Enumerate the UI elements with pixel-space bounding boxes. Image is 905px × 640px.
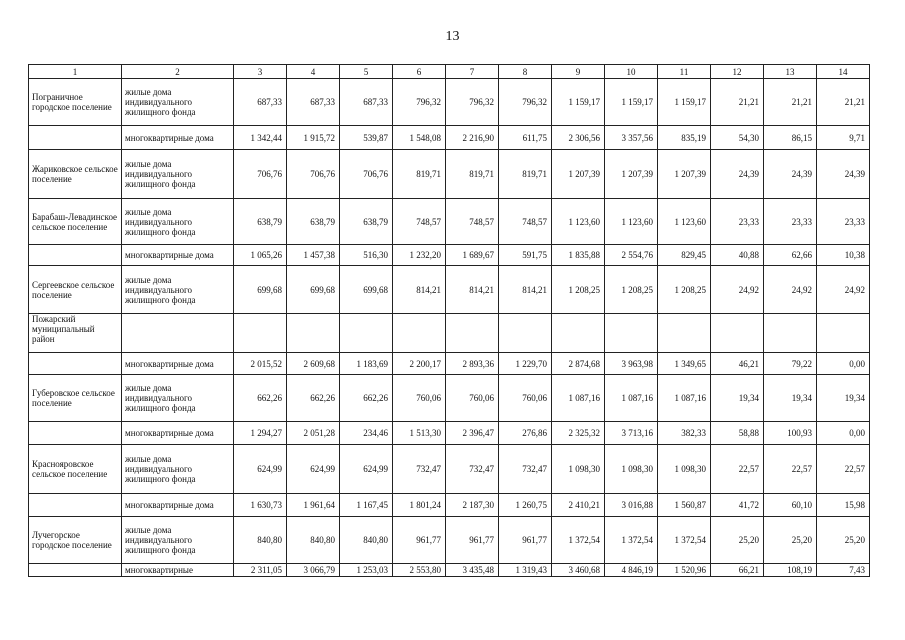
value-cell [234,314,287,353]
table-row [29,199,870,245]
table-row [29,79,870,126]
value-cell: 687,33 [340,79,393,126]
value-cell: 1 342,44 [234,126,287,150]
value-cell: 1 208,25 [552,266,605,314]
value-cell: 1 098,30 [552,445,605,494]
column-number-row [29,65,870,79]
value-cell: 1 167,45 [340,494,393,517]
value-cell: 1 372,54 [658,517,711,564]
value-cell: 2 051,28 [287,422,340,445]
value-cell: 662,26 [287,375,340,422]
value-cell: 706,76 [287,150,340,199]
settlement-cell: Жариковское сельское поселение [29,150,122,199]
value-cell: 22,57 [711,445,764,494]
value-cell: 79,22 [764,353,817,375]
value-cell: 21,21 [817,79,870,126]
value-cell: 760,06 [499,375,552,422]
value-cell [658,314,711,353]
value-cell: 662,26 [234,375,287,422]
value-cell: 10,38 [817,245,870,266]
value-cell: 814,21 [499,266,552,314]
value-cell: 706,76 [340,150,393,199]
value-cell: 1 207,39 [552,150,605,199]
housing-type-cell: жилые дома индивидуального жилищного фонда [122,375,234,422]
value-cell: 1 208,25 [658,266,711,314]
value-cell: 9,71 [817,126,870,150]
value-cell: 2 311,05 [234,564,287,577]
value-cell: 840,80 [234,517,287,564]
column-number: 13 [764,65,817,79]
value-cell: 624,99 [287,445,340,494]
value-cell: 86,15 [764,126,817,150]
table-row [29,445,870,494]
value-cell: 638,79 [340,199,393,245]
value-cell: 1 801,24 [393,494,446,517]
value-cell: 24,92 [764,266,817,314]
value-cell: 3 435,48 [446,564,499,577]
value-cell: 1 087,16 [552,375,605,422]
value-cell: 687,33 [287,79,340,126]
value-cell [711,314,764,353]
value-cell: 58,88 [711,422,764,445]
housing-type-cell: жилые дома индивидуального жилищного фонда [122,199,234,245]
value-cell: 1 159,17 [552,79,605,126]
value-cell: 748,57 [446,199,499,245]
value-cell [817,314,870,353]
column-number: 9 [552,65,605,79]
value-cell: 24,92 [817,266,870,314]
value-cell: 819,71 [393,150,446,199]
column-number: 5 [340,65,393,79]
value-cell: 1 835,88 [552,245,605,266]
value-cell: 24,39 [817,150,870,199]
value-cell: 1 961,64 [287,494,340,517]
value-cell: 60,10 [764,494,817,517]
value-cell: 1 294,27 [234,422,287,445]
table-row [29,375,870,422]
value-cell: 276,86 [499,422,552,445]
value-cell: 19,34 [711,375,764,422]
value-cell [287,314,340,353]
value-cell: 0,00 [817,422,870,445]
value-cell: 1 123,60 [552,199,605,245]
value-cell: 1 253,03 [340,564,393,577]
settlement-cell: Барабаш-Левадинское сельское поселение [29,199,122,245]
value-cell: 7,43 [817,564,870,577]
value-cell: 2 410,21 [552,494,605,517]
value-cell: 3 357,56 [605,126,658,150]
column-number: 2 [122,65,234,79]
value-cell: 611,75 [499,126,552,150]
table-row [29,314,870,353]
value-cell: 732,47 [393,445,446,494]
value-cell: 1 087,16 [658,375,711,422]
table-row [29,266,870,314]
value-cell: 46,21 [711,353,764,375]
value-cell [552,314,605,353]
value-cell: 1 123,60 [605,199,658,245]
value-cell: 699,68 [234,266,287,314]
settlement-cell: Лучегорское городское поселение [29,517,122,564]
value-cell: 732,47 [499,445,552,494]
value-cell [393,314,446,353]
value-cell: 23,33 [817,199,870,245]
value-cell: 840,80 [340,517,393,564]
column-number: 6 [393,65,446,79]
value-cell: 66,21 [711,564,764,577]
value-cell: 2 306,56 [552,126,605,150]
value-cell: 706,76 [234,150,287,199]
housing-type-cell [122,314,234,353]
value-cell: 4 846,19 [605,564,658,577]
value-cell: 2 325,32 [552,422,605,445]
housing-type-cell: жилые дома индивидуального жилищного фонда [122,266,234,314]
table-row [29,353,870,375]
value-cell: 382,33 [658,422,711,445]
value-cell: 748,57 [499,199,552,245]
table-row [29,245,870,266]
column-number: 14 [817,65,870,79]
value-cell: 539,87 [340,126,393,150]
value-cell: 814,21 [393,266,446,314]
value-cell: 1 098,30 [605,445,658,494]
value-cell: 3 963,98 [605,353,658,375]
settlement-cell [29,126,122,150]
tariff-table [28,64,870,577]
value-cell: 3 713,16 [605,422,658,445]
value-cell: 1 207,39 [605,150,658,199]
settlement-cell: Сергеевское сельское поселение [29,266,122,314]
settlement-cell: Пожарский муниципальный район [29,314,122,353]
settlement-cell [29,422,122,445]
value-cell: 1 689,67 [446,245,499,266]
value-cell: 1 520,96 [658,564,711,577]
value-cell: 23,33 [711,199,764,245]
table-row [29,150,870,199]
settlement-cell: Пограничное городское поселение [29,79,122,126]
value-cell: 1 457,38 [287,245,340,266]
value-cell: 2 187,30 [446,494,499,517]
value-cell: 1 065,26 [234,245,287,266]
value-cell [605,314,658,353]
page-number: 13 [445,29,460,44]
value-cell: 699,68 [340,266,393,314]
value-cell: 25,20 [817,517,870,564]
value-cell: 624,99 [340,445,393,494]
value-cell: 796,32 [499,79,552,126]
housing-type-cell: многоквартирные дома [122,353,234,375]
value-cell: 2 015,52 [234,353,287,375]
value-cell: 624,99 [234,445,287,494]
value-cell: 19,34 [817,375,870,422]
value-cell: 21,21 [711,79,764,126]
value-cell: 62,66 [764,245,817,266]
value-cell: 1 513,30 [393,422,446,445]
table-row [29,494,870,517]
value-cell: 760,06 [446,375,499,422]
value-cell: 638,79 [287,199,340,245]
value-cell: 40,88 [711,245,764,266]
value-cell: 2 396,47 [446,422,499,445]
value-cell: 840,80 [287,517,340,564]
value-cell: 961,77 [499,517,552,564]
value-cell: 19,34 [764,375,817,422]
table-row [29,564,870,577]
value-cell: 1 349,65 [658,353,711,375]
value-cell: 796,32 [393,79,446,126]
value-cell: 1 229,70 [499,353,552,375]
value-cell: 814,21 [446,266,499,314]
value-cell: 54,30 [711,126,764,150]
housing-type-cell: жилые дома индивидуального жилищного фонда [122,150,234,199]
settlement-cell: Губеровское сельское поселение [29,375,122,422]
value-cell: 961,77 [393,517,446,564]
value-cell: 2 609,68 [287,353,340,375]
settlement-cell [29,494,122,517]
housing-type-cell: многоквартирные дома [122,422,234,445]
value-cell: 22,57 [817,445,870,494]
value-cell: 638,79 [234,199,287,245]
value-cell: 24,39 [711,150,764,199]
value-cell: 25,20 [711,517,764,564]
settlement-cell [29,353,122,375]
value-cell: 961,77 [446,517,499,564]
value-cell: 1 208,25 [605,266,658,314]
housing-type-cell: многоквартирные дома [122,494,234,517]
value-cell: 21,21 [764,79,817,126]
value-cell: 15,98 [817,494,870,517]
column-number: 8 [499,65,552,79]
value-cell: 732,47 [446,445,499,494]
value-cell: 100,93 [764,422,817,445]
housing-type-cell: многоквартирные дома [122,126,234,150]
value-cell: 23,33 [764,199,817,245]
value-cell: 22,57 [764,445,817,494]
column-number: 10 [605,65,658,79]
value-cell: 748,57 [393,199,446,245]
column-number: 4 [287,65,340,79]
value-cell: 1 087,16 [605,375,658,422]
value-cell: 1 372,54 [552,517,605,564]
value-cell: 1 915,72 [287,126,340,150]
value-cell: 687,33 [234,79,287,126]
table-row [29,126,870,150]
value-cell [340,314,393,353]
value-cell: 0,00 [817,353,870,375]
value-cell: 591,75 [499,245,552,266]
value-cell: 1 260,75 [499,494,552,517]
table-row [29,517,870,564]
value-cell: 2 200,17 [393,353,446,375]
value-cell: 24,39 [764,150,817,199]
value-cell: 699,68 [287,266,340,314]
column-number: 3 [234,65,287,79]
value-cell: 3 066,79 [287,564,340,577]
value-cell: 3 016,88 [605,494,658,517]
value-cell: 25,20 [764,517,817,564]
housing-type-cell: жилые дома индивидуального жилищного фонда [122,445,234,494]
value-cell: 1 159,17 [605,79,658,126]
value-cell: 1 319,43 [499,564,552,577]
value-cell: 1 560,87 [658,494,711,517]
housing-type-cell: многоквартирные дома [122,245,234,266]
value-cell: 819,71 [499,150,552,199]
table-row [29,422,870,445]
value-cell: 41,72 [711,494,764,517]
value-cell: 2 874,68 [552,353,605,375]
value-cell: 3 460,68 [552,564,605,577]
value-cell: 1 123,60 [658,199,711,245]
settlement-cell: Краснояровское сельское поселение [29,445,122,494]
value-cell [446,314,499,353]
housing-type-cell: жилые дома индивидуального жилищного фонда [122,79,234,126]
column-number: 12 [711,65,764,79]
column-number: 11 [658,65,711,79]
value-cell: 835,19 [658,126,711,150]
value-cell: 1 183,69 [340,353,393,375]
housing-type-cell: жилые дома индивидуального жилищного фонда [122,517,234,564]
value-cell: 819,71 [446,150,499,199]
value-cell: 662,26 [340,375,393,422]
housing-type-cell: многоквартирные [122,564,234,577]
value-cell: 1 630,73 [234,494,287,517]
value-cell: 2 553,80 [393,564,446,577]
value-cell: 1 159,17 [658,79,711,126]
settlement-cell [29,564,122,577]
value-cell: 2 554,76 [605,245,658,266]
value-cell: 1 548,08 [393,126,446,150]
value-cell: 1 207,39 [658,150,711,199]
value-cell: 516,30 [340,245,393,266]
value-cell: 234,46 [340,422,393,445]
column-number: 7 [446,65,499,79]
value-cell: 796,32 [446,79,499,126]
value-cell: 1 098,30 [658,445,711,494]
value-cell [499,314,552,353]
settlement-cell [29,245,122,266]
value-cell: 829,45 [658,245,711,266]
value-cell: 2 893,36 [446,353,499,375]
column-number: 1 [29,65,122,79]
value-cell: 760,06 [393,375,446,422]
value-cell [764,314,817,353]
value-cell: 1 372,54 [605,517,658,564]
value-cell: 2 216,90 [446,126,499,150]
value-cell: 1 232,20 [393,245,446,266]
value-cell: 108,19 [764,564,817,577]
value-cell: 24,92 [711,266,764,314]
